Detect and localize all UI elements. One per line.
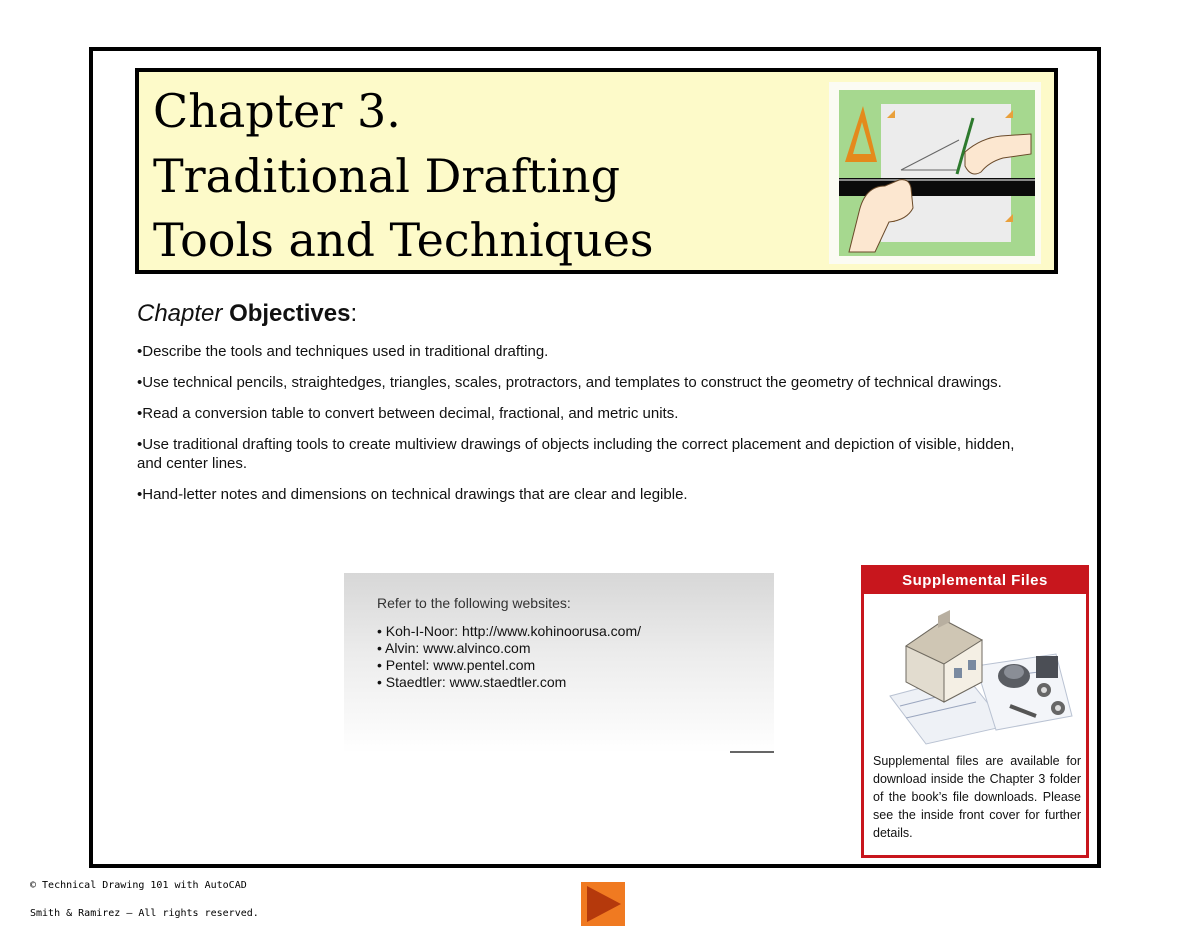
supplemental-header: Supplemental Files (864, 568, 1086, 594)
footer-rights: Smith & Ramirez — All rights reserved. (30, 908, 259, 919)
website-link[interactable]: • Pentel: www.pentel.com (377, 657, 536, 673)
website-link[interactable]: • Koh-I-Noor: http://www.kohinoorusa.com/ (377, 623, 642, 639)
objective-item: •Read a conversion table to convert between decimal, fractional, and metric units. (137, 405, 679, 422)
supplemental-description: Supplemental files are available for download inside the Chapter 3 folder of the book’s file downloads. Please see the inside front cover for further details. (873, 754, 1081, 840)
websites-panel (344, 573, 774, 753)
play-arrow-icon (581, 882, 625, 926)
objective-item: •Hand-letter notes and dimensions on technical drawings that are clear and legible. (137, 486, 688, 503)
divider (730, 751, 774, 753)
website-link[interactable]: • Alvin: www.alvinco.com (377, 640, 531, 656)
websites-title: Refer to the following websites: (377, 595, 571, 611)
title-line-3: Tools and Techniques (153, 213, 654, 267)
website-link[interactable]: • Staedtler: www.staedtler.com (377, 674, 567, 690)
title-line-1: Chapter 3. (153, 84, 401, 138)
websites-list (377, 623, 641, 691)
title-line-2: Traditional Drafting (153, 149, 621, 203)
objectives-section (137, 300, 1037, 516)
house-model-blueprint-illustration (886, 606, 1074, 746)
objective-item: •Use technical pencils, straightedges, triangles, scales, protractors, and templates to construct the geometry of technical drawings. (137, 374, 1002, 391)
next-button[interactable] (581, 882, 625, 926)
drafting-board-illustration (829, 82, 1041, 264)
objective-item: •Describe the tools and techniques used in traditional drafting. (137, 343, 549, 360)
title-box (135, 68, 1058, 274)
objectives-heading: Chapter Objectives: (137, 300, 358, 327)
footer-copyright: © Technical Drawing 101 with AutoCAD (30, 880, 247, 891)
supplemental-files-box (861, 565, 1089, 858)
objective-item: •Use traditional drafting tools to create multiview drawings of objects including the correct placement and depiction of visible, hidden, and center lines. (137, 436, 1015, 472)
